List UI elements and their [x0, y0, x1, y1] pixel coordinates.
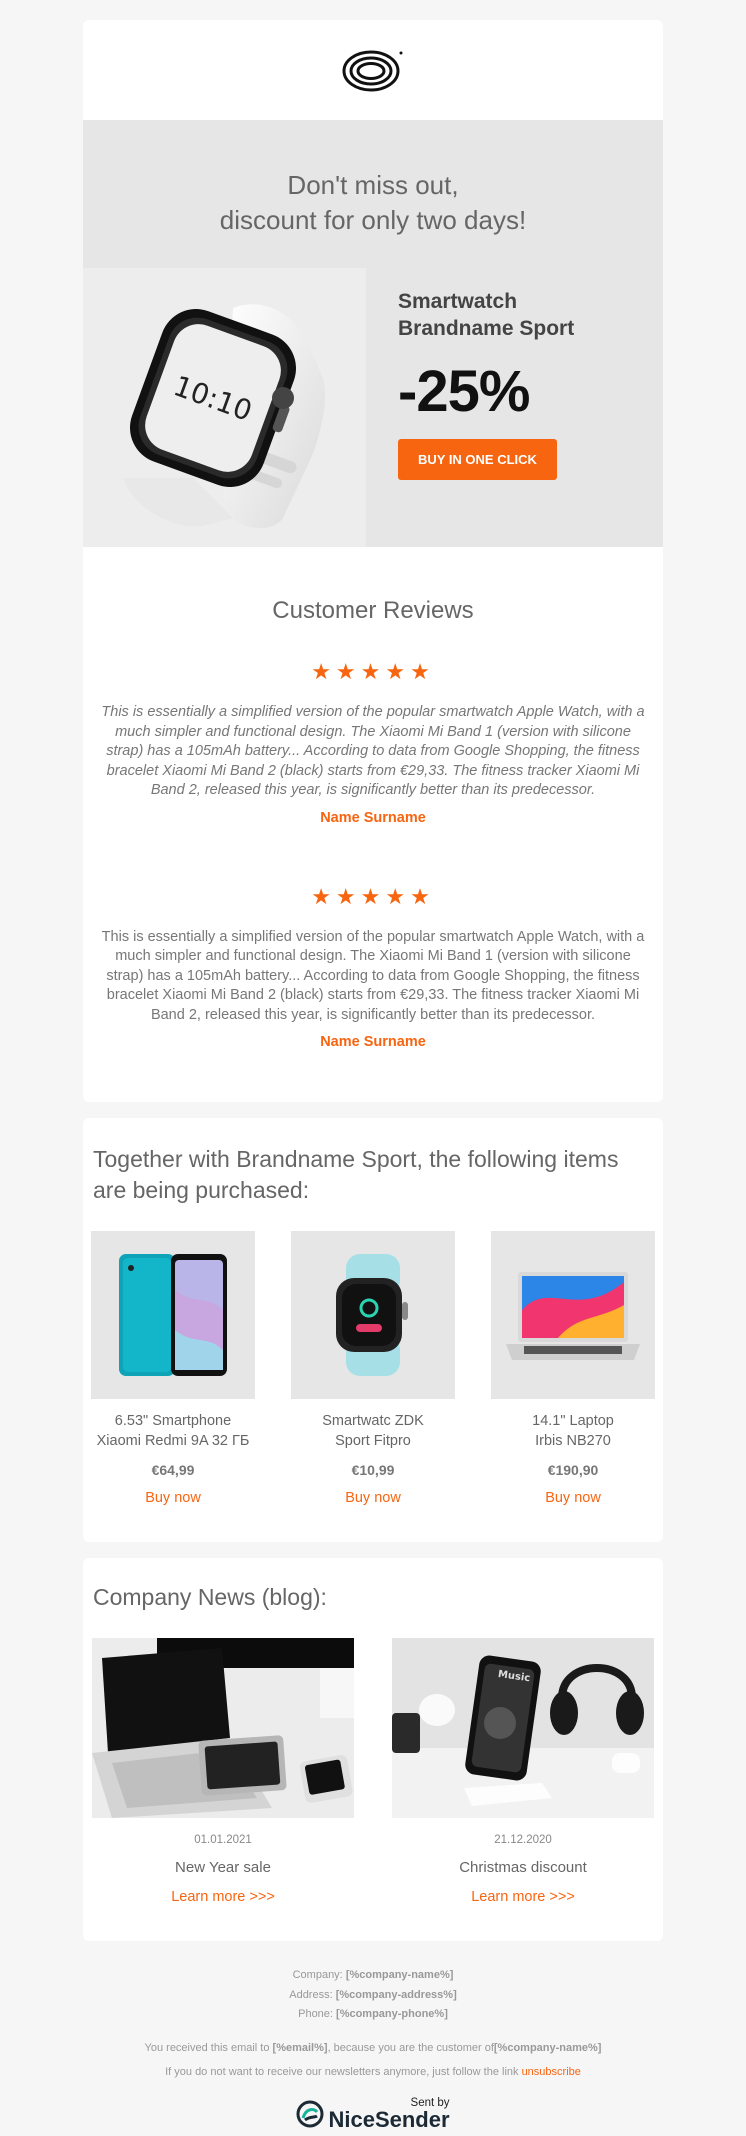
sent-by-label: Sent by — [410, 2096, 450, 2109]
footer-unsubscribe-notice: If you do not want to receive our newsletters anymore, just follow the link unsubscribe — [165, 2066, 581, 2078]
news-date: 21.12.2020 — [494, 1834, 552, 1846]
learn-more-link[interactable]: Learn more >>> — [471, 1889, 575, 1905]
news-date: 01.01.2021 — [194, 1834, 252, 1846]
product-card — [491, 1231, 655, 1506]
unsubscribe-link[interactable]: unsubscribe — [521, 2066, 581, 2078]
product-name: 14.1" Laptop Irbis NB270 — [532, 1413, 614, 1449]
review-text: This is essentially a simplified version of the popular smartwatch Apple Watch, with a much simpler and functional design. The Xiaomi Mi Band 1 (version with silicone strap) has a 105mAh battery... According to data from Google Shopping, the fitness bracelet Xiaomi Mi Band 2 (black) starts from €29,33. The fitness tracker Xiaomi Mi Band 2, released this year, is significantly better than its predecessor. — [101, 928, 645, 1023]
reviews-title: Customer Reviews — [272, 597, 474, 624]
smartphone-image[interactable] — [91, 1231, 255, 1399]
news-card — [92, 1638, 354, 1905]
customer-reviews — [83, 547, 663, 1102]
product-price: €10,99 — [351, 1462, 395, 1478]
related-products — [83, 1118, 663, 1542]
review-text: This is essentially a simplified version of the popular smartwatch Apple Watch, with a much simpler and functional design. The Xiaomi Mi Band 1 (version with silicone strap) has a 105mAh battery... According to data from Google Shopping, the fitness bracelet Xiaomi Mi Band 2 (black) starts from €29,33. The fitness tracker Xiaomi Mi Band 2, released this year, is significantly better than its predecessor. — [101, 704, 645, 798]
nicesender-logo-icon — [296, 2100, 324, 2128]
news-row — [83, 1638, 663, 1905]
svg-text:Music: Music — [497, 1668, 531, 1685]
laptop-desk-image[interactable] — [92, 1638, 354, 1818]
buy-now-link[interactable]: Buy now — [545, 1490, 601, 1506]
promo-info — [398, 288, 574, 480]
star-rating-icon: ★★★★★ — [311, 883, 435, 909]
product-card — [91, 1231, 255, 1506]
smartwatch-image[interactable] — [291, 1231, 455, 1399]
laptop-image[interactable] — [491, 1231, 655, 1399]
footer-address: Address: [%company-address%] — [289, 1988, 457, 2001]
phone-headphones-image[interactable] — [392, 1638, 654, 1818]
learn-more-link[interactable]: Learn more >>> — [171, 1889, 275, 1905]
news-card — [392, 1638, 654, 1905]
star-rating-icon: ★★★★★ — [311, 659, 435, 684]
smartwatch-image — [83, 268, 366, 547]
product-name: 6.53" Smartphone Xiaomi Redmi 9A 32 ГБ — [96, 1413, 250, 1449]
buy-now-link[interactable]: Buy now — [145, 1490, 201, 1506]
footer-received-notice: You received this email to [%email%], because you are the customer of[%company-name%] — [144, 2041, 602, 2054]
brand-logo[interactable] — [341, 48, 405, 92]
reviewer-name: Name Surname — [320, 809, 426, 826]
news-title: Company News (blog): — [93, 1584, 327, 1610]
promo-title: Don't miss out, discount for only two days! — [219, 170, 527, 235]
review-item — [83, 884, 663, 1051]
related-products-title: Together with Brandname Sport, the following items are being purchased: — [93, 1146, 619, 1203]
products-row — [83, 1231, 663, 1506]
promo-discount: -25% — [398, 359, 530, 424]
news-headline: Christmas discount — [459, 1859, 587, 1876]
buy-one-click-button[interactable]: BUY IN ONE CLICK — [398, 439, 557, 480]
footer-phone: Phone: [%company-phone%] — [298, 2008, 448, 2020]
news-headline: New Year sale — [175, 1859, 271, 1876]
watch-time: 10:10 — [169, 369, 257, 428]
promo-banner — [83, 120, 663, 547]
buy-now-link[interactable]: Buy now — [345, 1490, 401, 1506]
company-news — [83, 1558, 663, 1941]
logo-header — [83, 20, 663, 120]
product-price: €190,90 — [547, 1462, 599, 1478]
footer — [83, 1941, 663, 2131]
reviewer-name: Name Surname — [320, 1034, 426, 1050]
email-container — [83, 0, 663, 2131]
promo-product-name: Smartwatch Brandname Sport — [398, 290, 575, 340]
sent-by-badge[interactable] — [83, 2097, 663, 2131]
review-item — [83, 659, 663, 826]
product-name: Smartwatc ZDK Sport Fitpro — [322, 1413, 424, 1449]
sender-brand: NiceSender — [328, 2106, 450, 2132]
product-card — [291, 1231, 455, 1506]
product-price: €64,99 — [151, 1462, 195, 1478]
footer-company: Company: [%company-name%] — [292, 1969, 454, 1981]
